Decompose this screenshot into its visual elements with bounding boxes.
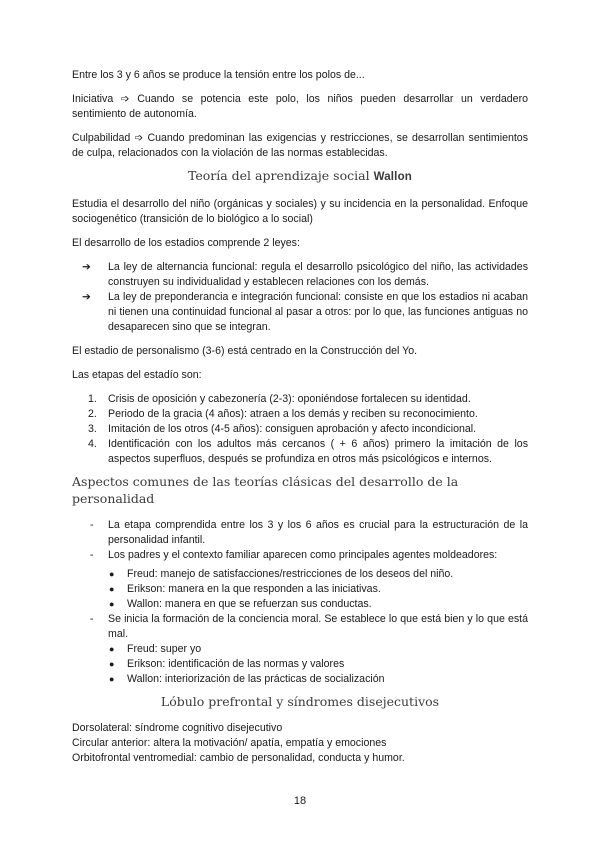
list-item <box>72 260 528 290</box>
intro-paragraph: Entre los 3 y 6 años se produce la tensión entre los polos de... <box>72 69 365 81</box>
agents-sublist <box>72 567 528 612</box>
heading-prefrontal: Lóbulo prefrontal y síndromes disejecutivos <box>160 694 440 709</box>
wallon-description: Estudia el desarrollo del niño (orgánicas y sociales) y su incidencia en la personalidad. Enfoque sociogenético (transición de lo biológico a lo social) <box>72 198 528 225</box>
list-item <box>72 567 528 582</box>
list-item <box>72 422 528 437</box>
list-item <box>72 597 528 612</box>
arrow-icon: ➔ <box>82 291 91 303</box>
bullet-icon: ● <box>109 584 115 594</box>
page-number: 18 <box>293 795 307 807</box>
list-item <box>72 548 528 563</box>
stages-intro: Las etapas del estadío son: <box>72 369 202 381</box>
moral-sublist <box>72 642 528 687</box>
bullet-icon: ● <box>109 644 115 654</box>
list-item <box>72 582 528 597</box>
heading-wallon-text: Teoría del aprendizaje social <box>187 168 370 183</box>
initiative-paragraph: Iniciativa ➩ Cuando se potencia este polo, los niños pueden desarrollar un verdadero sentimiento de autonomía. <box>72 93 528 120</box>
laws-intro: El desarrollo de los estadios comprende 2 leyes: <box>72 237 300 249</box>
sub-item-text: Wallon: manera en que se refuerzan sus conductas. <box>127 598 372 610</box>
aspect-text: Se inicia la formación de la conciencia moral. Se establece lo que está bien y lo que está mal. <box>108 613 528 640</box>
bullet-icon: ● <box>109 599 115 609</box>
list-number: 1. <box>88 393 97 405</box>
dash-marker: - <box>90 519 94 531</box>
stage-text: Imitación de los otros (4-5 años): consiguen aprobación y afecto incondicional. <box>108 423 477 435</box>
list-number: 3. <box>88 423 97 435</box>
arrow-icon: ➔ <box>82 261 91 273</box>
list-item <box>72 392 528 407</box>
list-number: 4. <box>88 438 97 450</box>
lobe-line: Orbitofrontal ventromedial: cambio de personalidad, conducta y humor. <box>72 752 405 764</box>
dash-marker: - <box>90 549 94 561</box>
bullet-icon: ● <box>109 659 115 669</box>
sub-item-text: Erikson: identificación de las normas y valores <box>127 658 345 670</box>
aspect-text: La etapa comprendida entre los 3 y los 6 años es crucial para la estructuración de la personalidad infantil. <box>108 519 528 546</box>
stage-text: Crisis de oposición y cabezonería (2-3): oponiéndose fortalecen su identidad. <box>108 393 471 405</box>
laws-list <box>72 260 528 335</box>
moral-conscience-list <box>72 612 528 642</box>
list-item <box>72 672 528 687</box>
sub-item-text: Freud: manejo de satisfacciones/restricciones de los deseos del niño. <box>127 568 454 580</box>
dash-marker: - <box>90 613 94 625</box>
guilt-paragraph: Culpabilidad ➩ Cuando predominan las exigencias y restricciones, se desarrollan sentimientos de culpa, relacionados con la violación de las normas establecidas. <box>72 132 528 159</box>
list-item <box>72 407 528 422</box>
law-text: La ley de preponderancia e integración funcional: consiste en que los estadios ni acaban ni tienen una continuidad funcional al pasar a otros: por lo que, las funciones antiguas no desaparecen sino que se integran. <box>108 291 528 333</box>
heading-wallon-name: Wallon <box>373 171 413 183</box>
list-item <box>72 612 528 642</box>
list-item <box>72 657 528 672</box>
common-aspects-list <box>72 518 528 563</box>
stages-list <box>72 392 528 467</box>
heading-wallon <box>72 167 528 186</box>
list-item <box>72 437 528 467</box>
stage-text: Identificación con los adultos más cercanos ( + 6 años) primero la imitación de los aspectos superfluos, después se profundiza en otros más psicológicos e internos. <box>108 438 528 465</box>
list-item <box>72 518 528 548</box>
aspect-text: Los padres y el contexto familiar aparecen como principales agentes moldeadores: <box>108 549 498 561</box>
sub-item-text: Freud: super yo <box>127 643 202 655</box>
list-item <box>72 290 528 335</box>
sub-item-text: Erikson: manera en la que responden a las iniciativas. <box>127 583 381 595</box>
bullet-icon: ● <box>109 569 115 579</box>
list-number: 2. <box>88 408 97 420</box>
bullet-icon: ● <box>109 674 115 684</box>
stage-text: Periodo de la gracia (4 años): atraen a los demás y reciben su reconocimiento. <box>108 408 478 420</box>
lobe-line: Dorsolateral: síndrome cognitivo disejecutivo <box>72 722 283 734</box>
lobe-line: Circular anterior: altera la motivación/ apatía, empatía y emociones <box>72 737 387 749</box>
document-page <box>72 68 528 766</box>
heading-common-aspects: Aspectos comunes de las teorías clásicas del desarrollo de la personalidad <box>72 474 459 506</box>
list-item <box>72 642 528 657</box>
personalism-paragraph: El estadio de personalismo (3-6) está centrado en la Construcción del Yo. <box>72 345 418 357</box>
sub-item-text: Wallon: interiorización de las prácticas de socialización <box>127 673 385 685</box>
law-text: La ley de alternancia funcional: regula el desarrollo psicológico del niño, las actividades construyen su individualidad y establecen relaciones con los demás. <box>108 261 528 288</box>
